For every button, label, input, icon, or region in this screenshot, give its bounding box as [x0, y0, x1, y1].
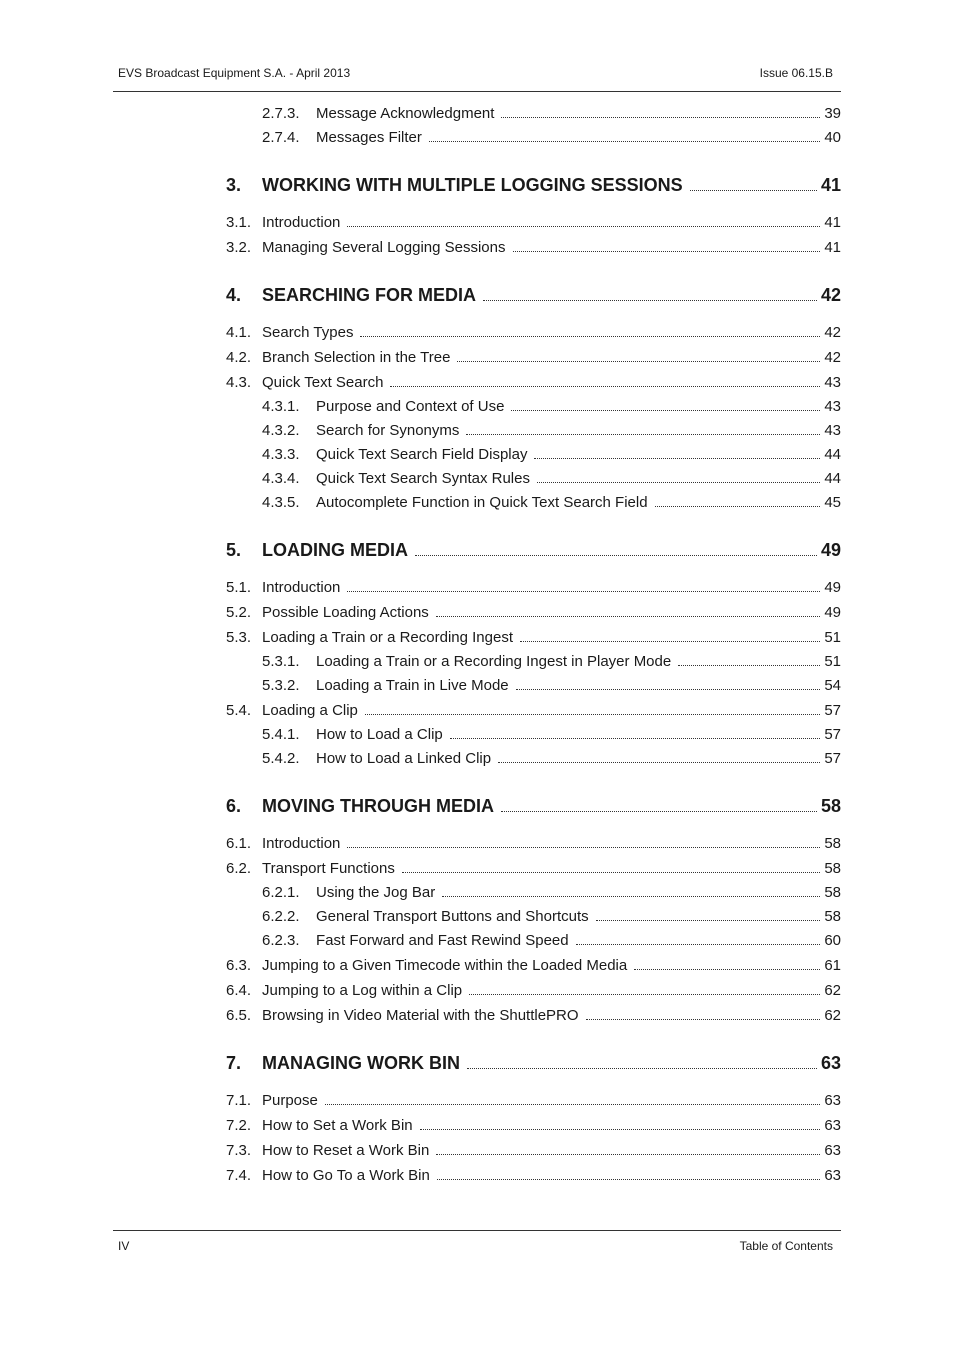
toc-entry-level-2[interactable]: [226, 1117, 841, 1134]
toc-dot-leader: [511, 410, 820, 411]
toc-entry-level-3[interactable]: [226, 726, 841, 743]
toc-dot-leader: [537, 482, 820, 483]
toc-entry-number: 4.2.: [226, 349, 252, 366]
toc-entry-page-number: 44: [824, 470, 841, 487]
page-header: [113, 64, 841, 92]
toc-entry-number: 4.1.: [226, 324, 252, 341]
toc-entry-page-number: 58: [824, 908, 841, 925]
toc-dot-leader: [437, 1179, 820, 1180]
toc-entry-number: 4.3.2.: [262, 422, 300, 439]
toc-entry-page-number: 45: [824, 494, 841, 511]
toc-entry-title: MOVING THROUGH MEDIA: [262, 796, 494, 816]
toc-entry-title: Loading a Train or a Recording Ingest: [262, 629, 513, 646]
toc-entry-page-number: 54: [824, 677, 841, 694]
toc-dot-leader: [483, 300, 817, 301]
toc-entry-page-number: 43: [824, 422, 841, 439]
toc-dot-leader: [513, 251, 821, 252]
toc-dot-leader: [516, 689, 821, 690]
toc-entry-title: Purpose: [262, 1092, 318, 1109]
toc-entry-level-2[interactable]: [226, 239, 841, 256]
toc-entry-number: 5.4.1.: [262, 726, 300, 743]
toc-dot-leader: [576, 944, 821, 945]
toc-entry-page-number: 63: [820, 1053, 841, 1073]
toc-entry-title: Quick Text Search: [262, 374, 384, 391]
toc-entry-level-2[interactable]: [226, 1007, 841, 1024]
toc-entry-level-2[interactable]: [226, 835, 841, 852]
toc-entry-level-3[interactable]: [226, 422, 841, 439]
toc-entry-level-2[interactable]: [226, 1092, 841, 1109]
toc-entry-title: Introduction: [262, 579, 341, 596]
toc-entry-title: LOADING MEDIA: [262, 540, 408, 560]
toc-dot-leader: [365, 714, 820, 715]
toc-entry-title: Loading a Train in Live Mode: [316, 677, 509, 694]
toc-entry-page-number: 41: [820, 175, 841, 195]
toc-entry-page-number: 40: [824, 129, 841, 146]
toc-entry-title: Loading a Train or a Recording Ingest in Player Mode: [316, 653, 672, 670]
toc-entry-title: Search Types: [262, 324, 354, 341]
toc-entry-title: Fast Forward and Fast Rewind Speed: [316, 932, 569, 949]
toc-entry-level-2[interactable]: [226, 957, 841, 974]
toc-entry-level-1[interactable]: [226, 1053, 841, 1074]
toc-entry-level-3[interactable]: [226, 884, 841, 901]
toc-entry-number: 6.2.3.: [262, 932, 300, 949]
toc-entry-number: 5.2.: [226, 604, 252, 621]
toc-entry-number: 4.3.: [226, 374, 252, 391]
toc-entry-number: 6.1.: [226, 835, 252, 852]
toc-entry-page-number: 41: [824, 214, 841, 231]
toc-entry-page-number: 43: [824, 398, 841, 415]
toc-entry-title: How to Load a Linked Clip: [316, 750, 492, 767]
toc-entry-level-1[interactable]: [226, 285, 841, 306]
toc-entry-page-number: 58: [824, 860, 841, 877]
footer-section-title: Table of Contents: [739, 1239, 833, 1253]
toc-entry-level-3[interactable]: [226, 105, 841, 122]
toc-entry-number: 6.4.: [226, 982, 252, 999]
toc-entry-title: WORKING WITH MULTIPLE LOGGING SESSIONS: [262, 175, 683, 195]
toc-entry-page-number: 57: [824, 702, 841, 719]
toc-entry-level-1[interactable]: [226, 175, 841, 196]
page-footer: [113, 1230, 841, 1253]
toc-entry-page-number: 42: [824, 349, 841, 366]
toc-entry-title: Possible Loading Actions: [262, 604, 429, 621]
toc-entry-title: Branch Selection in the Tree: [262, 349, 451, 366]
toc-entry-page-number: 39: [824, 105, 841, 122]
toc-entry-number: 5.4.2.: [262, 750, 300, 767]
toc-entry-number: 5.3.: [226, 629, 252, 646]
toc-entry-number: 4.3.1.: [262, 398, 300, 415]
toc-dot-leader: [347, 591, 820, 592]
toc-entry-page-number: 42: [820, 285, 841, 305]
toc-entry-number: 6.: [226, 796, 242, 816]
toc-entry-level-2[interactable]: [226, 214, 841, 231]
toc-dot-leader: [501, 117, 820, 118]
toc-entry-title: How to Reset a Work Bin: [262, 1142, 430, 1159]
toc-entry-number: 2.7.3.: [262, 105, 300, 122]
toc-dot-leader: [442, 896, 820, 897]
toc-entry-number: 6.2.1.: [262, 884, 300, 901]
toc-entry-title: Introduction: [262, 214, 341, 231]
toc-entry-level-3[interactable]: [226, 908, 841, 925]
toc-entry-title: Quick Text Search Syntax Rules: [316, 470, 530, 487]
toc-dot-leader: [402, 872, 820, 873]
toc-entry-page-number: 43: [824, 374, 841, 391]
toc-entry-page-number: 63: [824, 1117, 841, 1134]
toc-entry-page-number: 44: [824, 446, 841, 463]
toc-entry-page-number: 49: [824, 579, 841, 596]
toc-entry-title: Jumping to a Given Timecode within the Loaded Media: [262, 957, 628, 974]
toc-dot-leader: [415, 555, 817, 556]
toc-entry-level-2[interactable]: [226, 349, 841, 366]
toc-entry-level-2[interactable]: [226, 702, 841, 719]
toc-entry-title: General Transport Buttons and Shortcuts: [316, 908, 589, 925]
toc-entry-title: MANAGING WORK BIN: [262, 1053, 460, 1073]
toc-dot-leader: [596, 920, 821, 921]
toc-dot-leader: [457, 361, 820, 362]
header-publisher: EVS Broadcast Equipment S.A. - April 2013: [118, 66, 351, 80]
toc-entry-level-2[interactable]: [226, 982, 841, 999]
toc-entry-title: Transport Functions: [262, 860, 395, 877]
toc-entry-level-2[interactable]: [226, 324, 841, 341]
toc-entry-number: 3.: [226, 175, 242, 195]
toc-entry-number: 5.4.: [226, 702, 252, 719]
toc-entry-page-number: 60: [824, 932, 841, 949]
toc-dot-leader: [678, 665, 820, 666]
toc-entry-level-1[interactable]: [226, 540, 841, 561]
toc-dot-leader: [534, 458, 820, 459]
toc-entry-title: Messages Filter: [316, 129, 422, 146]
toc-entry-number: 7.1.: [226, 1092, 252, 1109]
toc-entry-page-number: 61: [824, 957, 841, 974]
toc-entry-number: 5.: [226, 540, 242, 560]
toc-dot-leader: [467, 1068, 817, 1069]
toc-entry-number: 7.3.: [226, 1142, 252, 1159]
toc-entry-page-number: 41: [824, 239, 841, 256]
toc-dot-leader: [469, 994, 820, 995]
toc-entry-number: 7.4.: [226, 1167, 252, 1184]
toc-entry-number: 2.7.4.: [262, 129, 300, 146]
toc-entry-number: 4.3.5.: [262, 494, 300, 511]
toc-entry-page-number: 58: [820, 796, 841, 816]
toc-entry-title: How to Go To a Work Bin: [262, 1167, 430, 1184]
toc-entry-number: 6.2.: [226, 860, 252, 877]
toc-entry-level-2[interactable]: [226, 1167, 841, 1184]
toc-entry-page-number: 57: [824, 726, 841, 743]
toc-entry-number: 4.3.3.: [262, 446, 300, 463]
toc-dot-leader: [450, 738, 821, 739]
toc-entry-number: 5.3.1.: [262, 653, 300, 670]
toc-entry-level-3[interactable]: [226, 750, 841, 767]
toc-entry-page-number: 62: [824, 982, 841, 999]
toc-entry-page-number: 49: [820, 540, 841, 560]
toc-dot-leader: [436, 616, 821, 617]
toc-entry-level-3[interactable]: [226, 398, 841, 415]
toc-entry-title: Using the Jog Bar: [316, 884, 436, 901]
toc-dot-leader: [420, 1129, 821, 1130]
toc-entry-number: 5.3.2.: [262, 677, 300, 694]
toc-entry-level-3[interactable]: [226, 494, 841, 511]
toc-entry-title: Jumping to a Log within a Clip: [262, 982, 463, 999]
toc-entry-page-number: 57: [824, 750, 841, 767]
toc-dot-leader: [655, 506, 821, 507]
toc-entry-level-2[interactable]: [226, 1142, 841, 1159]
toc-entry-level-3[interactable]: [226, 446, 841, 463]
toc-entry-title: Managing Several Logging Sessions: [262, 239, 506, 256]
toc-entry-title: Introduction: [262, 835, 341, 852]
footer-page-number: IV: [118, 1239, 130, 1253]
toc-dot-leader: [498, 762, 820, 763]
toc-dot-leader: [347, 847, 820, 848]
toc-entry-page-number: 58: [824, 884, 841, 901]
toc-entry-number: 6.5.: [226, 1007, 252, 1024]
toc-dot-leader: [429, 141, 820, 142]
toc-entry-title: SEARCHING FOR MEDIA: [262, 285, 477, 305]
toc-entry-level-2[interactable]: [226, 374, 841, 391]
toc-dot-leader: [360, 336, 820, 337]
toc-entry-page-number: 58: [824, 835, 841, 852]
toc-entry-page-number: 63: [824, 1092, 841, 1109]
toc-entry-level-2[interactable]: [226, 629, 841, 646]
toc-dot-leader: [325, 1104, 820, 1105]
toc-entry-page-number: 63: [824, 1142, 841, 1159]
toc-entry-level-3[interactable]: [226, 653, 841, 670]
toc-entry-title: Browsing in Video Material with the ShuttlePRO: [262, 1007, 579, 1024]
toc-entry-page-number: 62: [824, 1007, 841, 1024]
toc-entry-title: Loading a Clip: [262, 702, 358, 719]
toc-entry-page-number: 63: [824, 1167, 841, 1184]
toc-entry-number: 5.1.: [226, 579, 252, 596]
toc-dot-leader: [501, 811, 817, 812]
toc-entry-page-number: 51: [824, 629, 841, 646]
toc-entry-title: Quick Text Search Field Display: [316, 446, 528, 463]
toc-entry-number: 4.: [226, 285, 242, 305]
toc-entry-level-3[interactable]: [226, 470, 841, 487]
toc-entry-level-3[interactable]: [226, 932, 841, 949]
toc-dot-leader: [634, 969, 820, 970]
toc-entry-level-2[interactable]: [226, 604, 841, 621]
toc-entry-title: Purpose and Context of Use: [316, 398, 505, 415]
toc-dot-leader: [390, 386, 820, 387]
toc-dot-leader: [436, 1154, 820, 1155]
toc-entry-title: Search for Synonyms: [316, 422, 460, 439]
toc-entry-number: 4.3.4.: [262, 470, 300, 487]
toc-entry-title: Message Acknowledgment: [316, 105, 495, 122]
toc-dot-leader: [520, 641, 820, 642]
toc-entry-level-2[interactable]: [226, 860, 841, 877]
toc-entry-page-number: 51: [824, 653, 841, 670]
toc-entry-number: 6.2.2.: [262, 908, 300, 925]
toc-entry-number: 7.2.: [226, 1117, 252, 1134]
toc-entry-number: 7.: [226, 1053, 242, 1073]
toc-entry-level-1[interactable]: [226, 796, 841, 817]
toc-entry-number: 3.2.: [226, 239, 252, 256]
toc-entry-title: Autocomplete Function in Quick Text Search Field: [316, 494, 648, 511]
toc-dot-leader: [466, 434, 820, 435]
toc-entry-level-3[interactable]: [226, 677, 841, 694]
toc-entry-number: 6.3.: [226, 957, 252, 974]
toc-entry-level-3[interactable]: [226, 129, 841, 146]
toc-entry-title: How to Set a Work Bin: [262, 1117, 413, 1134]
toc-entry-page-number: 49: [824, 604, 841, 621]
toc-dot-leader: [586, 1019, 821, 1020]
toc-entry-page-number: 42: [824, 324, 841, 341]
toc-dot-leader: [347, 226, 820, 227]
toc-entry-number: 3.1.: [226, 214, 252, 231]
toc-dot-leader: [690, 190, 817, 191]
header-issue: Issue 06.15.B: [759, 66, 833, 80]
toc-entry-level-2[interactable]: [226, 579, 841, 596]
toc-entry-title: How to Load a Clip: [316, 726, 443, 743]
